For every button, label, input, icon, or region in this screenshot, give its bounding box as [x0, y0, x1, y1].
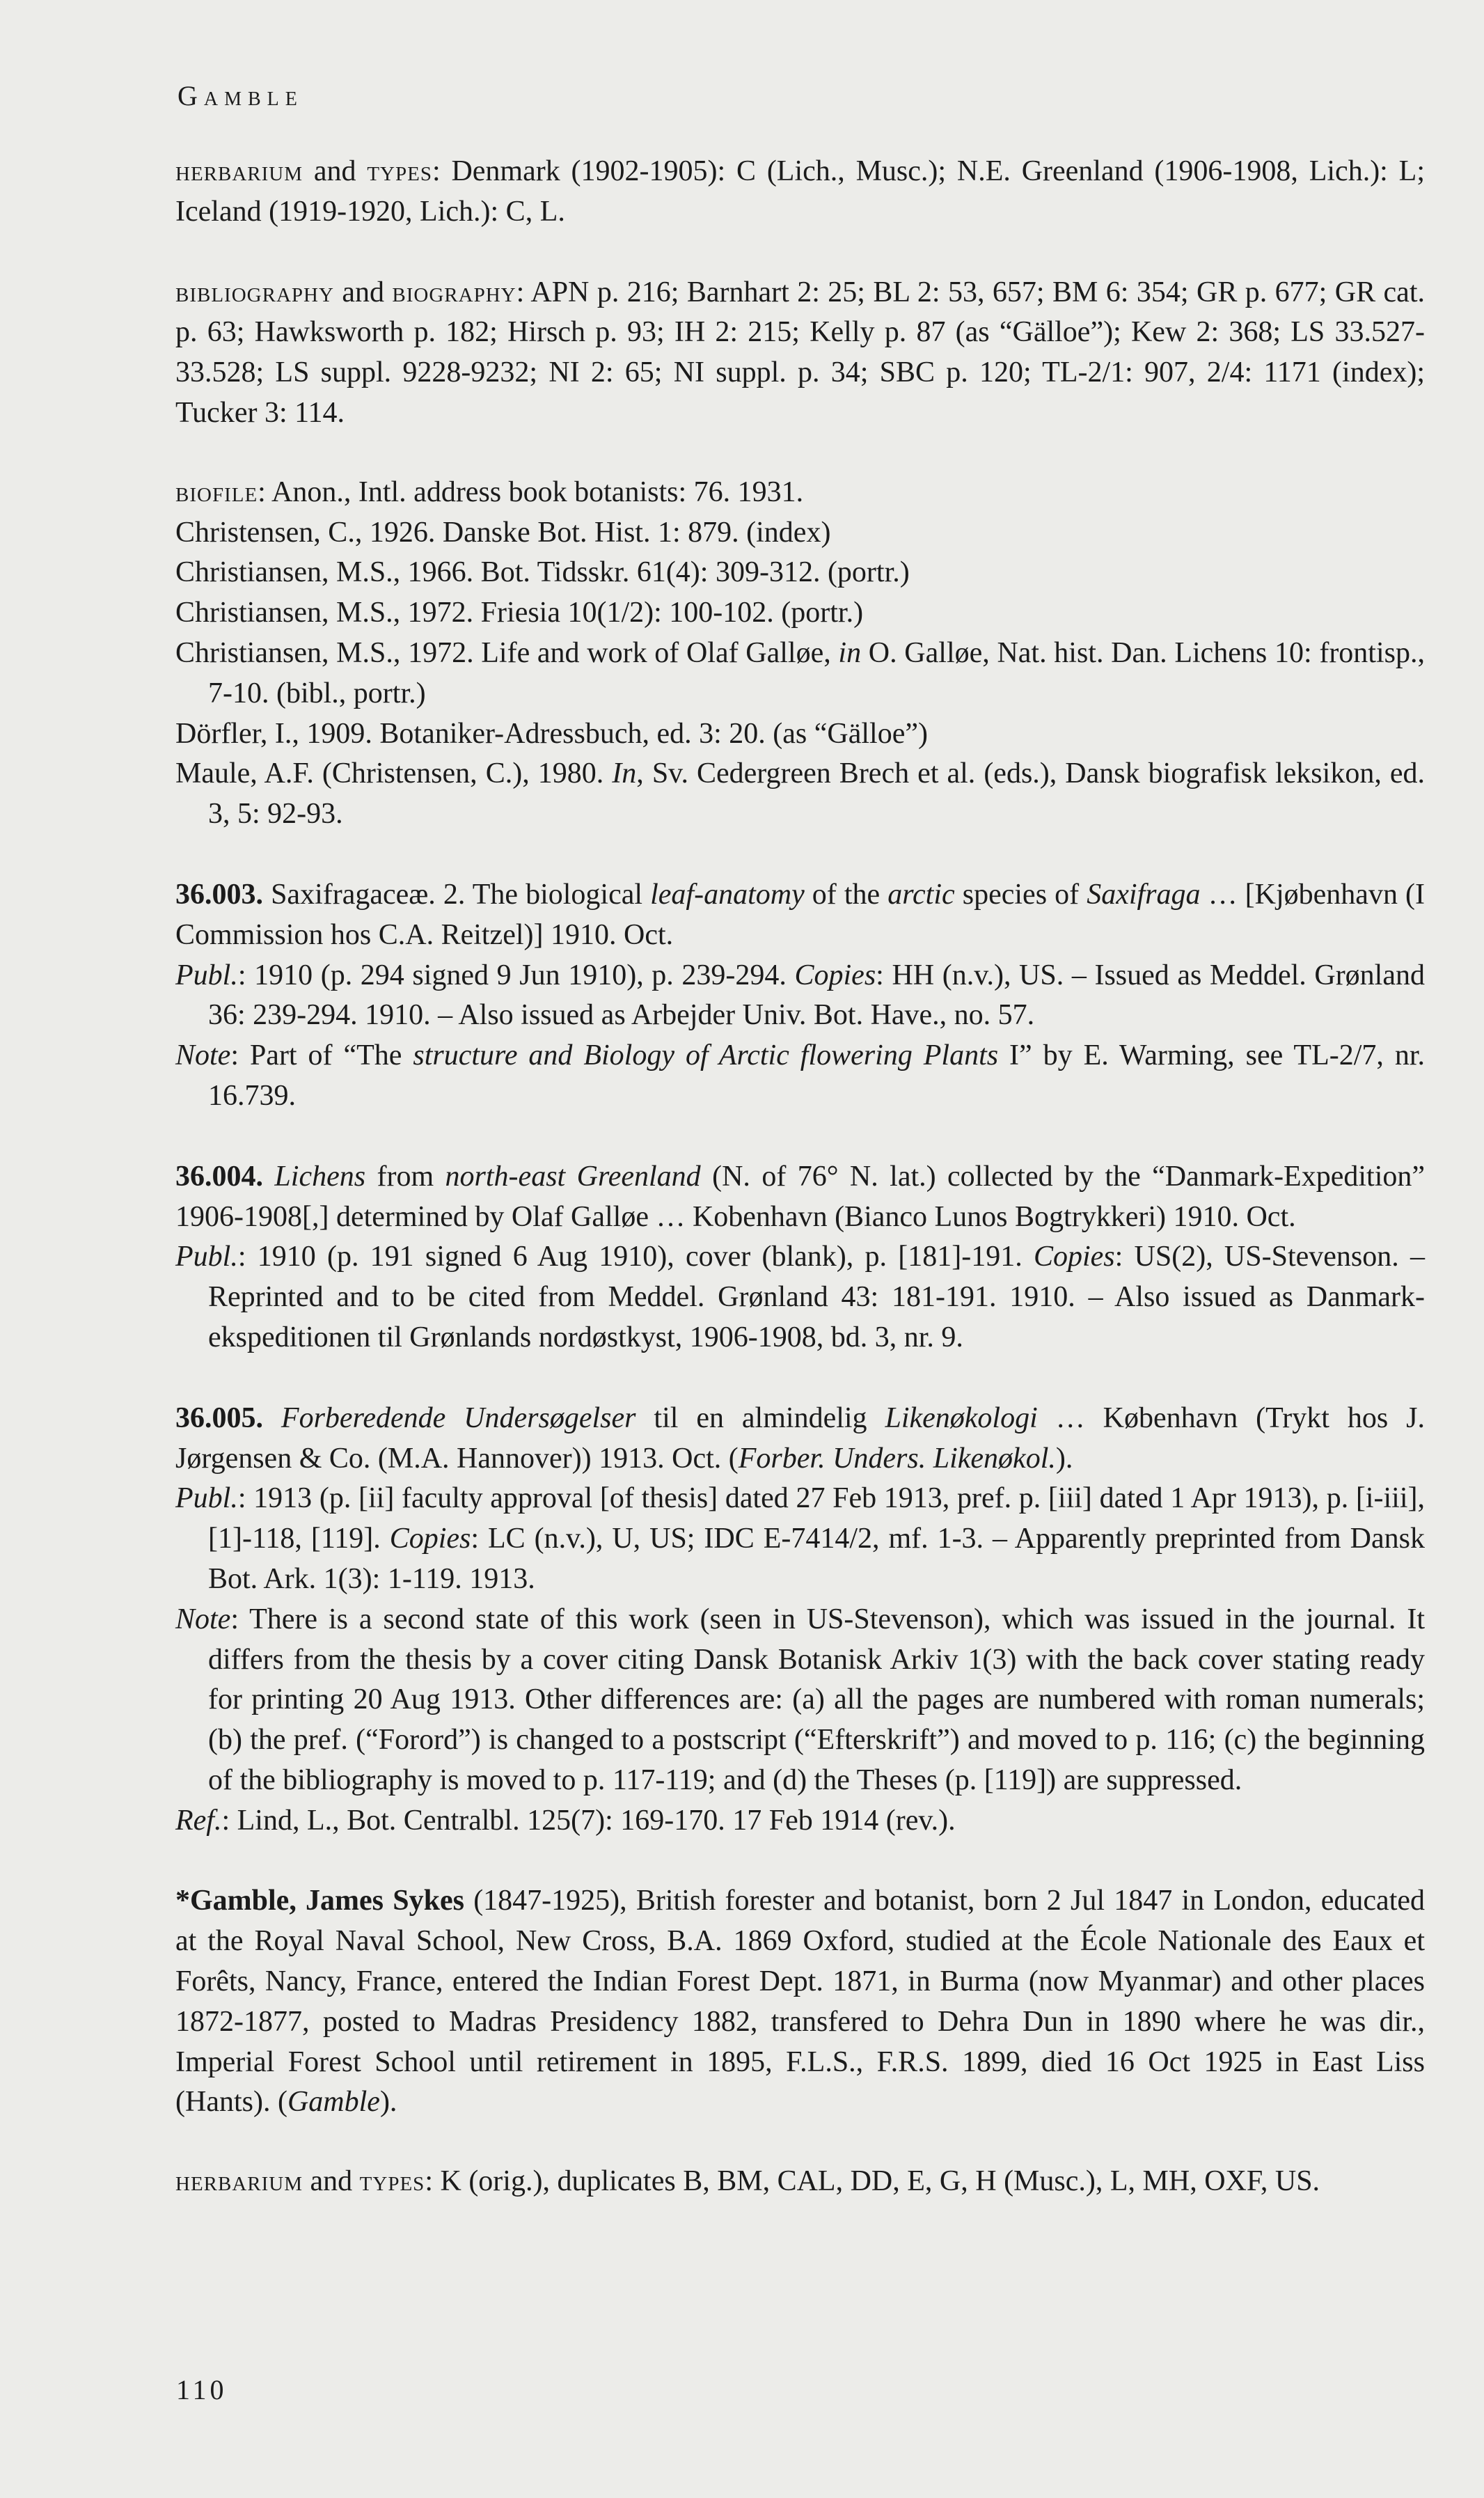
entry-number: 36.003.: [175, 878, 263, 911]
entry-title: [175, 875, 1425, 956]
herbarium-paragraph: [175, 152, 1425, 233]
entry-italic: in: [838, 636, 862, 669]
publ-text: : LC (n.v.), U, US; IDC E-7414/2, mf. 1-3. – Apparently preprinted from Dansk Bot. Ark. 1(3): 1-119. 1913.: [208, 1523, 1425, 1595]
title-italic: leaf-anatomy: [650, 878, 805, 911]
title-italic: arctic: [887, 878, 955, 911]
biography-label: biography: [392, 276, 516, 308]
biofile-first-text: : Anon., Intl. address book botanists: 76. 1931.: [258, 476, 804, 508]
bibliography-label: bibliography: [175, 276, 334, 308]
biofile-entry: [175, 754, 1425, 835]
title-italic: Forber. Unders. Likenøkol.: [738, 1442, 1056, 1475]
entry-text: Maule, A.F. (Christensen, C.), 1980.: [175, 757, 613, 790]
title-text: of the: [804, 878, 888, 911]
publ-text: : 1910 (p. 294 signed 9 Jun 1910), p. 239-294.: [237, 959, 795, 991]
copies-label: Copies: [389, 1523, 471, 1555]
note-italic: structure and Biology of Arctic flowering Plants: [413, 1039, 999, 1072]
note-text: : Part of “The: [230, 1039, 413, 1072]
title-italic: Forberedende Undersøgelser: [281, 1401, 636, 1434]
ref-label: Ref.: [175, 1804, 222, 1837]
publ-label: Publ.: [175, 1241, 238, 1273]
biography-entry-gamble: [175, 1881, 1425, 2123]
publ-label: Publ.: [175, 1482, 238, 1515]
herbarium-paragraph: [175, 2162, 1425, 2202]
note-label: Note: [175, 1039, 231, 1072]
biofile-section: [175, 473, 1425, 835]
bibliography-paragraph: [175, 273, 1425, 434]
running-head: Gamble: [177, 80, 303, 111]
types-label: types: [359, 2165, 425, 2198]
entry-text: O. Galløe, Nat. hist. Dan. Lichens 10: frontisp., 7-10. (bibl., portr.): [208, 636, 1425, 709]
publ-text: : 1910 (p. 191 signed 6 Aug 1910), cover (blank), p. [181]-191.: [237, 1241, 1034, 1273]
person-name: *Gamble, James Sykes: [175, 1885, 464, 1917]
title-text: til en almindelig: [636, 1401, 885, 1434]
and-word: and: [303, 2165, 360, 2198]
herbarium-label: herbarium: [175, 155, 303, 187]
bibliography-text: : APN p. 216; Barnhart 2: 25; BL 2: 53, 657; BM 6: 354; GR p. 677; GR cat. p. 63; Hawksworth p. 182; Hirsch p. 93; IH 2: 215; Kelly p. 87 (as “Gälloe”); Kew 2: 368; LS 33.527-33.528; LS suppl. 9228-9232; NI 2: 65; NI suppl. p. 34; SBC p. 120; TL-2/1: 907, 2/4: 1171 (index); Tucker 3: 114.: [175, 276, 1425, 429]
title-text: from: [365, 1160, 445, 1193]
entry-36-003: [175, 875, 1425, 1117]
biography-text: ).: [379, 2086, 397, 2119]
title-italic: Likenøkologi: [885, 1401, 1038, 1434]
ref-text: : Lind, L., Bot. Centralbl. 125(7): 169-170. 17 Feb 1914 (rev.).: [221, 1804, 956, 1837]
publication-note: [175, 1479, 1425, 1599]
publ-text: : US(2), US-Stevenson. – Reprinted and to be cited from Meddel. Grønland 43: 181-191. 1910. – Also issued as Danmark-ekspeditionen til Grønlands nordøstkyst, 1906-1908, bd. 3, nr. 9.: [208, 1241, 1425, 1353]
biography-paragraph: [175, 1881, 1425, 2123]
biofile-entry: [175, 473, 1425, 513]
entry-number: 36.005.: [175, 1401, 263, 1434]
title-text: … København (Trykt hos J. Jørgensen & Co. (M.A. Hannover)) 1913. Oct. (: [175, 1401, 1425, 1475]
biography-italic: Gamble: [287, 2086, 380, 2119]
note: [175, 1600, 1425, 1801]
herbarium-section: [175, 2162, 1425, 2202]
publ-text: : HH (n.v.), US. – Issued as Meddel. Grønland 36: 239-294. 1910. – Also issued as Arbejder Univ. Bot. Have., no. 57.: [208, 959, 1425, 1032]
note-text: I” by E. Warming, see TL-2/7, nr. 16.739.: [208, 1039, 1426, 1112]
note-label: Note: [175, 1603, 231, 1635]
page-body: [175, 152, 1425, 2202]
publication-note: [175, 956, 1425, 1037]
title-text: species of: [954, 878, 1087, 911]
entry-36-005: [175, 1399, 1425, 1841]
publ-text: : 1913 (p. [ii] faculty approval [of thesis] dated 27 Feb 1913, pref. p. [iii] dated 1 Apr 1913), p. [i-iii], [1]-118, [119].: [208, 1482, 1425, 1555]
herbarium-section: [175, 152, 1425, 233]
copies-label: Copies: [1033, 1241, 1115, 1273]
title-text: ).: [1055, 1442, 1073, 1475]
copies-label: Copies: [794, 959, 876, 991]
biofile-entry: [175, 634, 1425, 714]
title-italic: Saxifraga: [1087, 878, 1201, 911]
herbarium-text: : Denmark (1902-1905): C (Lich., Musc.); N.E. Greenland (1906-1908, Lich.): L; Iceland (1919-1920, Lich.): C, L.: [175, 155, 1425, 228]
entry-text: , Sv. Cedergreen Brech et al. (eds.), Dansk biografisk leksikon, ed. 3, 5: 92-93.: [208, 757, 1425, 831]
note-text: : There is a second state of this work (seen in US-Stevenson), which was issued in the journal. It differs from the thesis by a cover citing Dansk Botanisk Arkiv 1(3) with the back cover stating ready for printing 20 Aug 1913. Other differences are: (a) all the pages are numbered with roman numerals; (b) the pref. (“Forord”) is changed to a postscript (“Efterskrift”) and moved to p. 116; (c) the beginning of the bibliography is moved to p. 117-119; and (d) the Theses (p. [119]) are suppressed.: [208, 1603, 1425, 1796]
herbarium-label: herbarium: [175, 2165, 303, 2198]
types-label: types: [367, 155, 432, 187]
biofile-entry: Christensen, C., 1926. Danske Bot. Hist. 1: 879. (index): [175, 516, 831, 549]
title-italic: Lichens: [274, 1160, 366, 1193]
biofile-label: biofile: [175, 476, 258, 508]
reference-note: [175, 1801, 1425, 1841]
biofile-entry: Dörfler, I., 1909. Botaniker-Adressbuch, ed. 3: 20. (as “Gälloe”): [175, 717, 928, 750]
publ-label: Publ.: [175, 959, 238, 991]
entry-text: Christiansen, M.S., 1972. Life and work of Olaf Galløe,: [175, 636, 839, 669]
entry-number: 36.004.: [175, 1160, 263, 1193]
biofile-entry: Christiansen, M.S., 1966. Bot. Tidsskr. 61(4): 309-312. (portr.): [175, 556, 910, 589]
and-word: and: [303, 155, 368, 187]
title-italic: north-east Greenland: [445, 1160, 701, 1193]
page-number: 110: [176, 2374, 228, 2405]
bibliography-section: [175, 273, 1425, 434]
biography-text: (1847-1925), British forester and botanist, born 2 Jul 1847 in London, educated at the Royal Naval School, New Cross, B.A. 1869 Oxford, studied at the École Nationale des Eaux et Forêts, Nancy, France, entered the Indian Forest Dept. 1871, in Burma (now Myanmar) and other places 1872-1877, posted to Madras Presidency 1882, transfered to Dehra Dun in 1890 where he was dir., Imperial Forest School until retirement in 1895, F.L.S., F.R.S. 1899, died 16 Oct 1925 in East Liss (Hants). (: [175, 1885, 1426, 2119]
entry-italic: In: [612, 757, 637, 790]
entry-title: [175, 1399, 1425, 1479]
entry-title: [175, 1157, 1425, 1238]
entry-36-004: [175, 1157, 1425, 1358]
herbarium-text: : K (orig.), duplicates B, BM, CAL, DD, E, G, H (Musc.), L, MH, OXF, US.: [425, 2165, 1320, 2198]
and-word: and: [333, 276, 393, 308]
title-text: (N. of 76° N. lat.) collected by the “Danmark-Expedition” 1906-1908[,] determined by Olaf Galløe … Kobenhavn (Bianco Lunos Bogtrykkeri) 1910. Oct.: [175, 1160, 1425, 1233]
publication-note: [175, 1237, 1425, 1358]
note: [175, 1036, 1425, 1117]
title-text: Saxifragaceæ. 2. The biological: [263, 878, 651, 911]
biofile-entry: Christiansen, M.S., 1972. Friesia 10(1/2): 100-102. (portr.): [175, 597, 864, 629]
title-text: … [Kjøbenhavn (I Commission hos C.A. Reitzel)] 1910. Oct.: [175, 878, 1425, 951]
